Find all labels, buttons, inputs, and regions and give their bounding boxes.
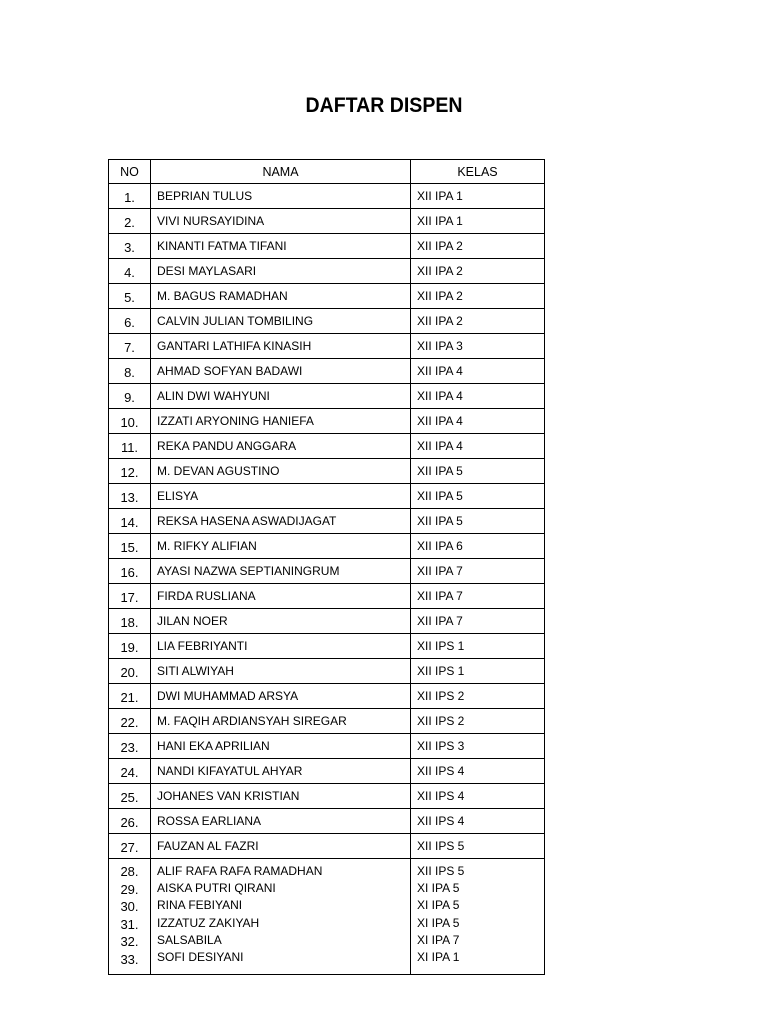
student-class: XII IPA 4 bbox=[411, 409, 545, 434]
row-number: 5. bbox=[109, 284, 151, 309]
student-class: XII IPA 7 bbox=[411, 559, 545, 584]
group-cell-names bbox=[151, 859, 411, 975]
student-class: XII IPA 2 bbox=[411, 259, 545, 284]
group-cell-kelas bbox=[411, 859, 545, 975]
row-number: 15. bbox=[109, 534, 151, 559]
student-name: AISKA PUTRI QIRANI bbox=[157, 881, 276, 896]
row-number: 11. bbox=[109, 434, 151, 459]
row-number: 23. bbox=[109, 734, 151, 759]
row-number: 24. bbox=[109, 759, 151, 784]
student-class: XII IPS 4 bbox=[411, 784, 545, 809]
row-number: 3. bbox=[109, 234, 151, 259]
student-class: XII IPA 4 bbox=[411, 434, 545, 459]
student-class: XII IPA 2 bbox=[411, 309, 545, 334]
student-class: XI IPA 5 bbox=[417, 881, 460, 896]
student-name: ALIF RAFA RAFA RAMADHAN bbox=[157, 864, 323, 878]
row-number: 20. bbox=[109, 659, 151, 684]
row-number: 16. bbox=[109, 559, 151, 584]
row-number: 32. bbox=[120, 934, 139, 950]
table-body bbox=[109, 184, 545, 975]
table-row bbox=[109, 734, 545, 759]
student-name: M. FAQIH ARDIANSYAH SIREGAR bbox=[151, 709, 411, 734]
row-number: 18. bbox=[109, 609, 151, 634]
table-row bbox=[109, 434, 545, 459]
row-number: 22. bbox=[109, 709, 151, 734]
student-name: AYASI NAZWA SEPTIANINGRUM bbox=[151, 559, 411, 584]
student-name: AHMAD SOFYAN BADAWI bbox=[151, 359, 411, 384]
table-row bbox=[109, 484, 545, 509]
student-class: XI IPA 7 bbox=[417, 932, 460, 947]
student-class: XII IPA 1 bbox=[411, 209, 545, 234]
student-name: KINANTI FATMA TIFANI bbox=[151, 234, 411, 259]
student-name: JOHANES VAN KRISTIAN bbox=[151, 784, 411, 809]
student-name: LIA FEBRIYANTI bbox=[151, 634, 411, 659]
table-row bbox=[109, 584, 545, 609]
row-number: 1. bbox=[109, 184, 151, 209]
table-row bbox=[109, 709, 545, 734]
student-name: M. BAGUS RAMADHAN bbox=[151, 284, 411, 309]
row-number: 6. bbox=[109, 309, 151, 334]
student-name: VIVI NURSAYIDINA bbox=[151, 209, 411, 234]
table-row bbox=[109, 534, 545, 559]
header-kelas: KELAS bbox=[411, 160, 545, 184]
row-number: 9. bbox=[109, 384, 151, 409]
header-no: NO bbox=[109, 160, 151, 184]
student-class: XII IPS 2 bbox=[411, 709, 545, 734]
row-number: 8. bbox=[109, 359, 151, 384]
row-number: 29. bbox=[120, 881, 139, 897]
student-name: M. RIFKY ALIFIAN bbox=[151, 534, 411, 559]
student-class: XII IPA 3 bbox=[411, 334, 545, 359]
table-row bbox=[109, 609, 545, 634]
student-name: M. DEVAN AGUSTINO bbox=[151, 459, 411, 484]
row-number: 12. bbox=[109, 459, 151, 484]
student-name: IZZATI ARYONING HANIEFA bbox=[151, 409, 411, 434]
row-number: 30. bbox=[120, 899, 139, 915]
table-row bbox=[109, 684, 545, 709]
table-row bbox=[109, 559, 545, 584]
student-name: RINA FEBIYANI bbox=[157, 898, 243, 913]
student-class: XII IPA 5 bbox=[411, 459, 545, 484]
student-class: XII IPS 2 bbox=[411, 684, 545, 709]
student-class: XII IPA 4 bbox=[411, 384, 545, 409]
row-number: 31. bbox=[120, 916, 139, 932]
table-row bbox=[109, 184, 545, 209]
table-row bbox=[109, 259, 545, 284]
student-name: ELISYA bbox=[151, 484, 411, 509]
student-class: XI IPA 5 bbox=[417, 915, 460, 930]
student-class: XII IPA 1 bbox=[411, 184, 545, 209]
student-name: IZZATUZ ZAKIYAH bbox=[157, 915, 260, 930]
table-row bbox=[109, 359, 545, 384]
table-row bbox=[109, 409, 545, 434]
row-number: 13. bbox=[109, 484, 151, 509]
student-class: XII IPS 4 bbox=[411, 759, 545, 784]
student-class: XII IPA 2 bbox=[411, 284, 545, 309]
group-cell-nos bbox=[109, 859, 151, 975]
table-row bbox=[109, 809, 545, 834]
table-row bbox=[109, 459, 545, 484]
row-number: 14. bbox=[109, 509, 151, 534]
student-name: GANTARI LATHIFA KINASIH bbox=[151, 334, 411, 359]
row-number: 2. bbox=[109, 209, 151, 234]
row-number: 27. bbox=[109, 834, 151, 859]
table-row bbox=[109, 659, 545, 684]
student-class: XII IPS 5 bbox=[411, 834, 545, 859]
row-number: 25. bbox=[109, 784, 151, 809]
table-row bbox=[109, 284, 545, 309]
student-class: XII IPA 4 bbox=[411, 359, 545, 384]
table-row bbox=[109, 509, 545, 534]
table-row bbox=[109, 634, 545, 659]
student-class: XII IPS 5 bbox=[417, 864, 465, 878]
student-name: FAUZAN AL FAZRI bbox=[151, 834, 411, 859]
student-name: BEPRIAN TULUS bbox=[151, 184, 411, 209]
student-name: ALIN DWI WAHYUNI bbox=[151, 384, 411, 409]
dispen-table bbox=[108, 159, 545, 975]
table-row bbox=[109, 334, 545, 359]
student-name: SOFI DESIYANI bbox=[157, 950, 244, 965]
row-number: 28. bbox=[120, 864, 139, 879]
table-row bbox=[109, 309, 545, 334]
row-number: 4. bbox=[109, 259, 151, 284]
document-title: DAFTAR DISPEN bbox=[305, 94, 463, 117]
student-name: JILAN NOER bbox=[151, 609, 411, 634]
table-row bbox=[109, 384, 545, 409]
row-number: 21. bbox=[109, 684, 151, 709]
row-number: 10. bbox=[109, 409, 151, 434]
student-class: XII IPA 5 bbox=[411, 484, 545, 509]
row-number: 7. bbox=[109, 334, 151, 359]
student-name: CALVIN JULIAN TOMBILING bbox=[151, 309, 411, 334]
student-class: XII IPA 6 bbox=[411, 534, 545, 559]
student-class: XII IPS 3 bbox=[411, 734, 545, 759]
student-class: XII IPS 1 bbox=[411, 634, 545, 659]
student-class: XII IPS 4 bbox=[411, 809, 545, 834]
header-row bbox=[109, 160, 545, 184]
student-class: XII IPA 7 bbox=[411, 584, 545, 609]
student-name: ROSSA EARLIANA bbox=[151, 809, 411, 834]
student-class: XII IPS 1 bbox=[411, 659, 545, 684]
table-row bbox=[109, 234, 545, 259]
student-name: REKA PANDU ANGGARA bbox=[151, 434, 411, 459]
row-number: 19. bbox=[109, 634, 151, 659]
row-number: 17. bbox=[109, 584, 151, 609]
table-row bbox=[109, 784, 545, 809]
student-class: XII IPA 5 bbox=[411, 509, 545, 534]
table-row-group bbox=[109, 859, 545, 975]
student-name: FIRDA RUSLIANA bbox=[151, 584, 411, 609]
table-row bbox=[109, 759, 545, 784]
student-name: SALSABILA bbox=[157, 932, 222, 947]
student-name: HANI EKA APRILIAN bbox=[151, 734, 411, 759]
student-class: XII IPA 2 bbox=[411, 234, 545, 259]
student-class: XI IPA 5 bbox=[417, 898, 460, 913]
table-row bbox=[109, 209, 545, 234]
student-name: REKSA HASENA ASWADIJAGAT bbox=[151, 509, 411, 534]
student-class: XII IPA 7 bbox=[411, 609, 545, 634]
student-name: DESI MAYLASARI bbox=[151, 259, 411, 284]
student-class: XI IPA 1 bbox=[417, 950, 460, 965]
student-name: NANDI KIFAYATUL AHYAR bbox=[151, 759, 411, 784]
student-name: SITI ALWIYAH bbox=[151, 659, 411, 684]
student-name: DWI MUHAMMAD ARSYA bbox=[151, 684, 411, 709]
row-number: 26. bbox=[109, 809, 151, 834]
row-number: 33. bbox=[120, 951, 139, 967]
header-nama: NAMA bbox=[151, 160, 411, 184]
table-row bbox=[109, 834, 545, 859]
